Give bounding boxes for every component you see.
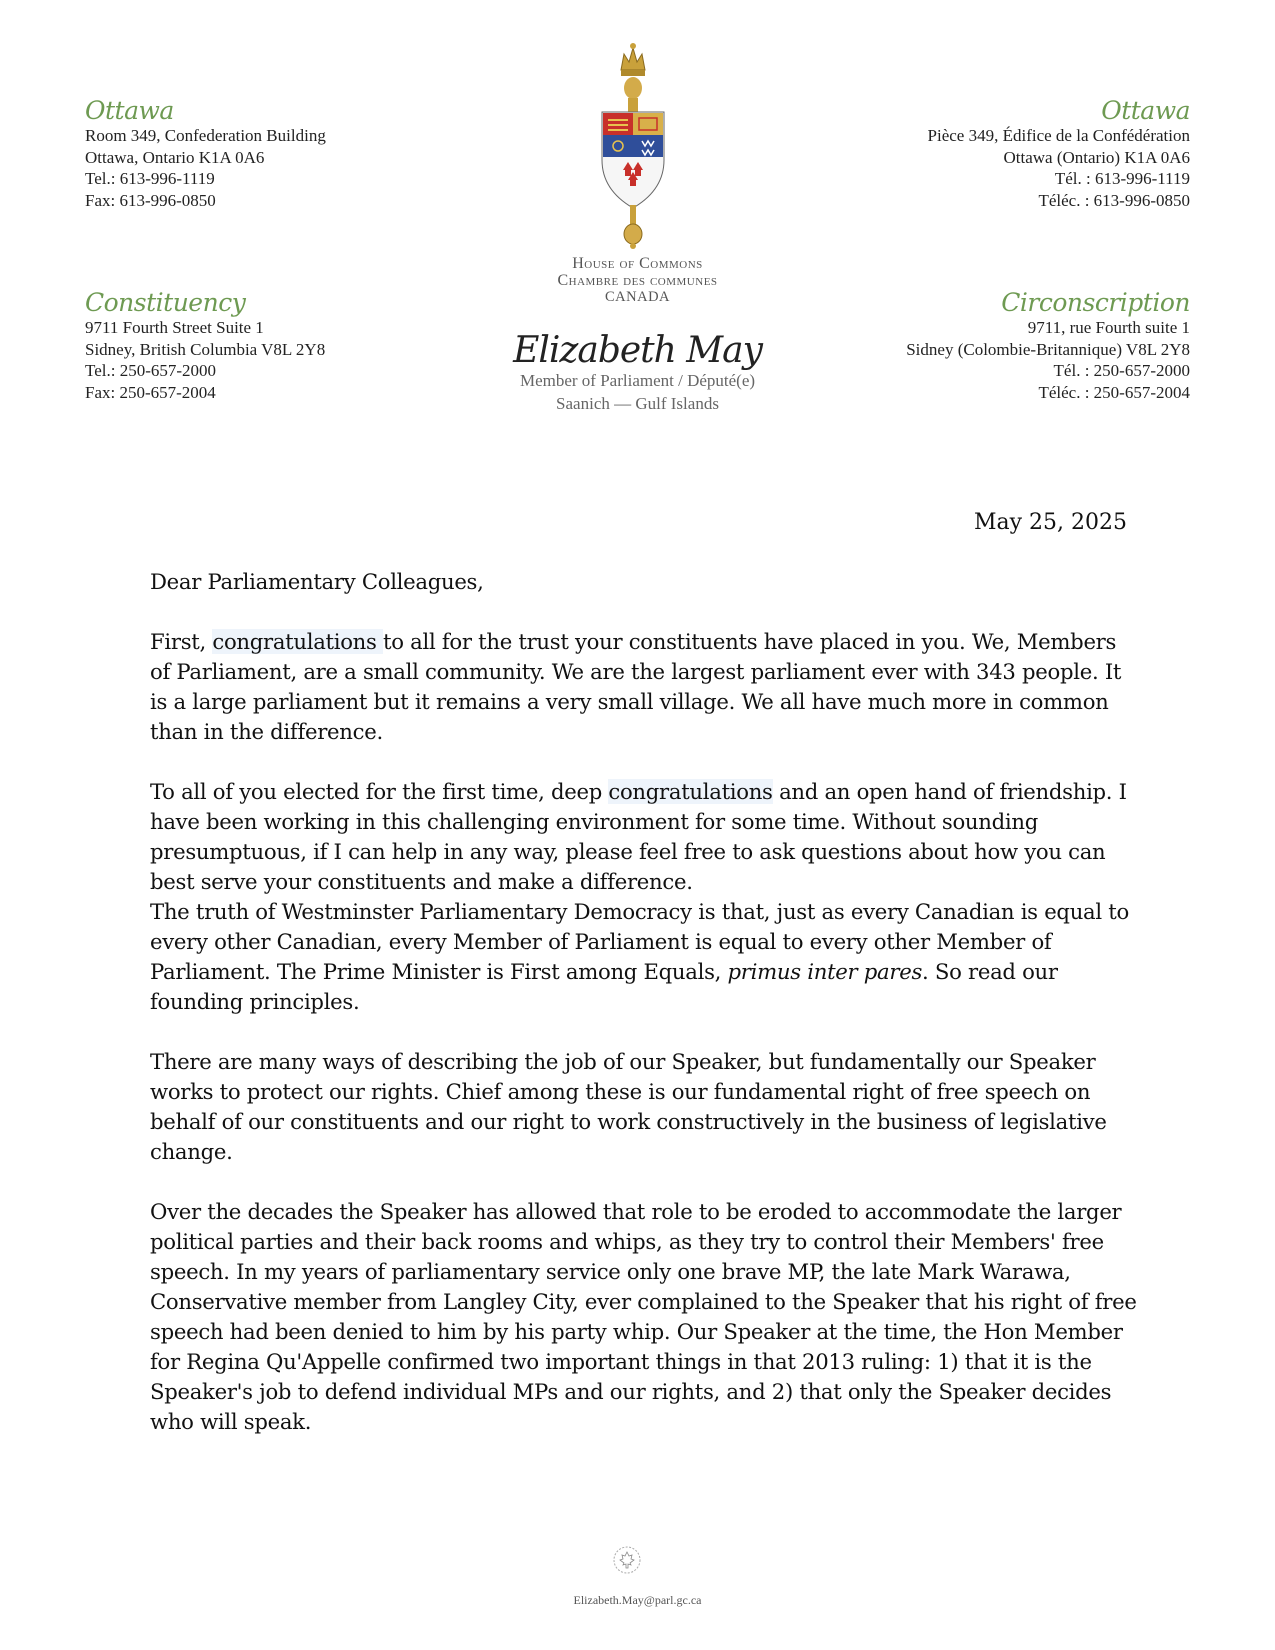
paragraph-2-start: To all of you elected for the first time, deep — [150, 779, 609, 804]
maple-leaf-seal-icon — [612, 1545, 642, 1575]
paragraph-1-rest: to all for the trust your constituents have placed in you. We, Members of Parliament, are a small community. We are the largest parliament ever with 343 people. It is a large parliament but it remains a very small village. We all have much more in common than in the difference. — [150, 629, 1122, 744]
ottawa-fr-line1: Pièce 349, Édifice de la Confédération — [927, 126, 1190, 145]
constituency-fr-phone: Tél. : 250-657-2000 — [1053, 361, 1190, 380]
ottawa-en-line1: Room 349, Confederation Building — [85, 126, 326, 145]
paragraph-1 — [150, 627, 1140, 747]
paragraph-4: There are many ways of describing the job of our Speaker, but fundamentally our Speaker works to protect our rights. Chief among these is our fundamental right of free speech on behalf of our constituents and our right to work constructively in the business of legislative change. — [150, 1049, 1107, 1164]
paragraph-1-start: First, — [150, 629, 213, 654]
letter-body — [150, 567, 1140, 1437]
constituency-en-phone: Tel.: 250-657-2000 — [85, 361, 217, 380]
ottawa-heading-en: Ottawa — [85, 96, 174, 125]
parliament-crest-icon — [588, 40, 678, 250]
ottawa-fr-phone: Tél. : 613-996-1119 — [1054, 169, 1190, 188]
constituency-fr-fax: Téléc. : 250-657-2004 — [1038, 382, 1190, 402]
constituency-fr-line1: 9711, rue Fourth suite 1 — [1027, 318, 1190, 337]
member-riding: Saanich — Gulf Islands — [556, 394, 719, 413]
ottawa-fr-line2: Ottawa (Ontario) K1A 0A6 — [1003, 147, 1190, 167]
paragraph-5: Over the decades the Speaker has allowed that role to be eroded to accommodate the larger political parties and their back rooms and whips, as they try to control their Members' free speech. In my years of parliamentary service only one brave MP, the late Mark Warawa, Conservative member from Langley City, ever complained to the Speaker that his right of free speech had been denied to him by his party whip. Our Speaker at the time, the Hon Member for Regina Qu'Appelle confirmed two important things in that 2013 ruling: 1) that it is the Speaker's job to defend individual MPs and our rights, and 2) that only the Speaker decides who will speak. — [150, 1199, 1137, 1434]
ottawa-address-fr — [928, 98, 1190, 211]
member-name: Elizabeth May — [513, 330, 762, 371]
ottawa-en-fax: Fax: 613-996-0850 — [85, 190, 216, 210]
ottawa-en-phone: Tel.: 613-996-1119 — [85, 169, 215, 188]
paragraph-3-rest: . So read our founding principles. — [150, 959, 1058, 1014]
highlighted-word: congratulations — [608, 779, 773, 804]
paragraph-3 — [150, 897, 1140, 1017]
constituency-en-fax: Fax: 250-657-2004 — [85, 382, 216, 402]
member-role: Member of Parliament / Député(e) — [519, 371, 756, 390]
institution-country: CANADA — [604, 289, 671, 305]
latin-phrase: primus inter pares — [727, 959, 923, 984]
institution-line-fr: Chambre des communes — [557, 272, 718, 289]
footer-email: Elizabeth.May@parl.gc.ca — [573, 1593, 702, 1607]
paragraph-2-rest: and an open hand of friendship. I have been working in this challenging environment for some time. Without sounding presumptuous, if I can help in any way, please feel free to ask questions about how you can best serve your constituents and make a difference. — [150, 779, 1127, 894]
constituency-en-line2: Sidney, British Columbia V8L 2Y8 — [85, 339, 326, 359]
institution-block — [480, 255, 795, 306]
paragraph-3-start: The truth of Westminster Parliamentary Democracy is that, just as every Canadian is equal to every other Canadian, every Member of Parliament is equal to every other Member of Parliament. The Prime Minister is First among Equals, — [150, 899, 1129, 984]
constituency-heading-en: Constituency — [85, 288, 246, 317]
ottawa-address-en — [85, 98, 326, 211]
ottawa-heading-fr: Ottawa — [1101, 96, 1190, 125]
member-title-block — [480, 369, 795, 415]
ottawa-fr-fax: Téléc. : 613-996-0850 — [1038, 190, 1190, 210]
ottawa-en-line2: Ottawa, Ontario K1A 0A6 — [85, 147, 265, 167]
constituency-address-fr — [906, 290, 1190, 403]
constituency-en-line1: 9711 Fourth Street Suite 1 — [85, 318, 264, 337]
highlighted-word: congratulations — [212, 629, 384, 654]
institution-line-en: House of Commons — [572, 255, 703, 272]
constituency-address-en — [85, 290, 325, 403]
paragraph-2 — [150, 777, 1140, 897]
constituency-fr-line2: Sidney (Colombie-Britannique) V8L 2Y8 — [906, 339, 1190, 359]
letter-date: May 25, 2025 — [973, 510, 1127, 535]
salutation: Dear Parliamentary Colleagues, — [150, 569, 484, 594]
constituency-heading-fr: Circonscription — [1001, 288, 1190, 317]
